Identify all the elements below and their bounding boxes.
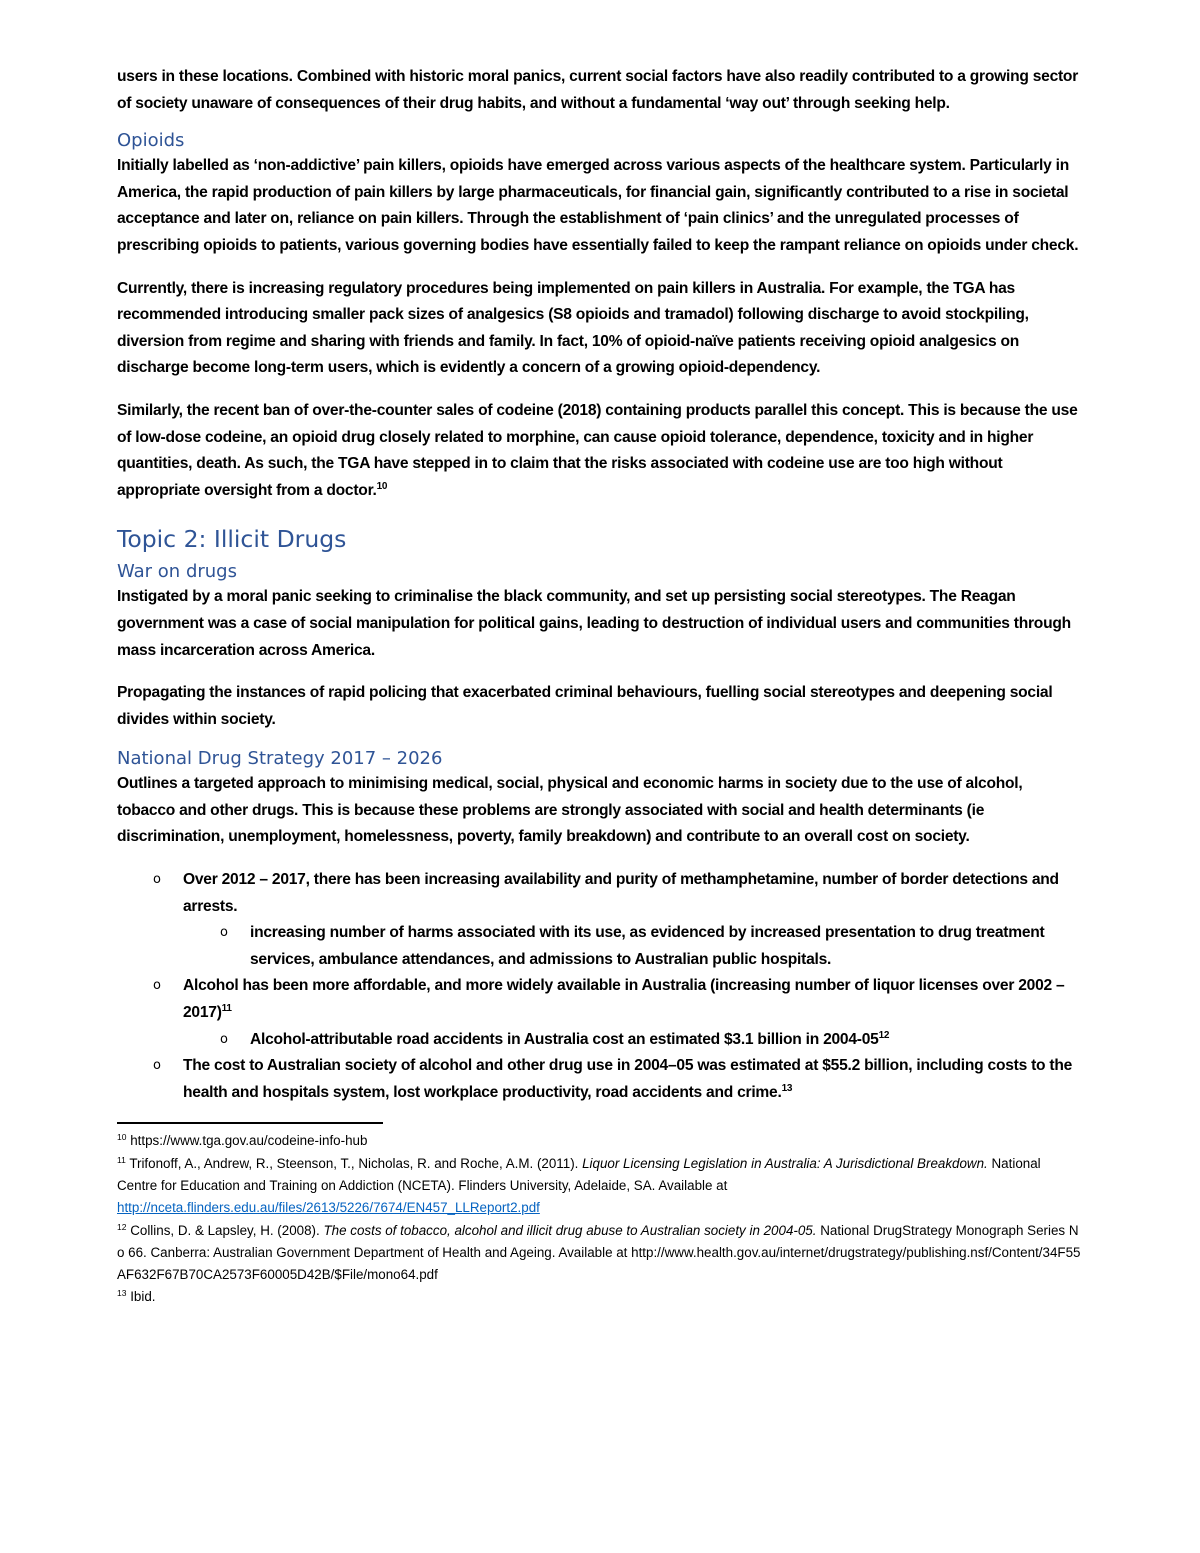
sub-list-item-text: increasing number of harms associated with its use, as evidenced by increased presentation to drug treatment services, ambulance attendances, and admissions to Australian public hospitals.: [250, 924, 1045, 968]
opioids-paragraph-2: Currently, there is increasing regulatory procedures being implemented on pain killers in Australia. For example, the TGA has recommended introducing smaller pack sizes of analgesics (S8 opioids and tramadol) following discharge to avoid stockpiling, diversion from regime and sharing with friends and family. In fact, 10% of opioid-naïve patients receiving opioid analgesics on discharge become long-term users, which is evidently a concern of a growing opioid-dependency.: [117, 279, 1029, 377]
nds-heading: National Drug Strategy 2017 – 2026: [117, 748, 443, 770]
nds-bullet-list: [117, 867, 1083, 1106]
bullet-marker: o: [153, 872, 161, 888]
footnote-10: [117, 1130, 1083, 1152]
list-item: [117, 867, 1083, 973]
list-item-text: The cost to Australian society of alcohol and other drug use in 2004–05 was estimated at $55.2 billion, including costs to the health and hospitals system, lost workplace productivity, road accidents and crime.: [183, 1057, 1073, 1101]
intro-paragraph: users in these locations. Combined with historic moral panics, current social factors have also readily contributed to a growing sector of society unaware of consequences of their drug habits, and without a fundamental ‘way out’ through seeking help.: [117, 68, 1079, 112]
sub-list-item-text: Alcohol-attributable road accidents in Australia cost an estimated $3.1 billion in 2004-05: [250, 1030, 879, 1048]
footnote-13: [117, 1286, 1083, 1308]
opioids-heading: Opioids: [117, 130, 185, 152]
document-page: [117, 64, 1083, 1309]
footnote-text: Ibid.: [130, 1289, 156, 1305]
footnote-ref-10[interactable]: 10: [376, 480, 388, 492]
list-item-text: Alcohol has been more affordable, and more widely available in Australia (increasing number of liquor licenses over 2002 – 2017): [183, 977, 1065, 1022]
opioids-paragraph-1: Initially labelled as ‘non-addictive’ pain killers, opioids have emerged across various aspects of the healthcare system. Particularly in America, the rapid production of pain killers by large pharmaceuticals, for financial gain, significantly contributed to a rise in societal acceptance and later on, reliance on pain killers. Through the establishment of ‘pain clinics’ and the unregulated processes of prescribing opioids to patients, various governing bodies have essentially failed to keep the rampant reliance on opioids under check.: [117, 157, 1079, 254]
war-paragraph-1: Instigated by a moral panic seeking to criminalise the black community, and set up persisting social stereotypes. The Reagan government was a case of social manipulation for political gains, leading to destruction of individual users and communities through mass incarceration across America.: [117, 588, 1071, 659]
footnote-number: 12: [117, 1221, 127, 1232]
war-paragraph-2: Propagating the instances of rapid policing that exacerbated criminal behaviours, fuelling social stereotypes and deepening social divides within society.: [117, 684, 1053, 728]
sub-list-item: [117, 920, 1083, 973]
bullet-marker: o: [153, 1058, 161, 1074]
footnote-title: The costs of tobacco, alcohol and illicit drug abuse to Australian society in 2004-05.: [323, 1222, 817, 1238]
footnote-number: 13: [117, 1288, 127, 1299]
footnote-ref-12[interactable]: 12: [878, 1029, 890, 1041]
footnote-ref-13[interactable]: 13: [781, 1082, 793, 1094]
list-item: [117, 1053, 1083, 1106]
footnote-12: [117, 1220, 1083, 1287]
bullet-marker: o: [153, 978, 161, 994]
footnote-number: 11: [117, 1154, 126, 1165]
footnote-text: National Centre for Education and Training on Addiction (NCETA). Flinders University, Adelaide, SA. Available at: [117, 1155, 1041, 1193]
sub-list: [183, 920, 1083, 973]
footnote-title: Liquor Licensing Legislation in Australia: A Jurisdictional Breakdown.: [582, 1155, 988, 1171]
list-item: [117, 973, 1083, 1053]
sub-list-item: [117, 1027, 1083, 1054]
bullet-marker: o: [220, 925, 228, 941]
sub-list: [183, 1027, 1083, 1054]
footnotes: [117, 1130, 1083, 1308]
opioids-paragraph-3-text: Similarly, the recent ban of over-the-counter sales of codeine (2018) containing products parallel this concept. This is because the use of low-dose codeine, an opioid drug closely related to morphine, can cause opioid tolerance, dependence, toxicity and in higher quantities, death. As such, the TGA have stepped in to claim that the risks associated with codeine use are too high without appropriate oversight from a doctor.: [117, 401, 1078, 499]
nds-paragraph: Outlines a targeted approach to minimising medical, social, physical and economic harms in society due to the use of alcohol, tobacco and other drugs. This is because these problems are strongly associated with social and health determinants (ie discrimination, unemployment, homelessness, poverty, family breakdown) and contribute to an overall cost on society.: [117, 775, 1023, 846]
war-on-drugs-heading: War on drugs: [117, 561, 237, 583]
footnote-11: [117, 1153, 1083, 1220]
bullet-marker: o: [220, 1031, 228, 1047]
footnote-text: https://www.tga.gov.au/codeine-info-hub: [130, 1133, 368, 1149]
footnote-ref-11[interactable]: 11: [221, 1003, 232, 1015]
footnote-author: Collins, D. & Lapsley, H. (2008).: [130, 1222, 320, 1238]
footnote-number: 10: [117, 1132, 127, 1143]
footnote-author: Trifonoff, A., Andrew, R., Steenson, T., Nicholas, R. and Roche, A.M. (2011).: [129, 1155, 579, 1171]
footnote-separator: [117, 1122, 383, 1124]
footnote-link[interactable]: http://nceta.flinders.edu.au/files/2613/5226/7674/EN457_LLReport2.pdf: [117, 1200, 540, 1216]
opioids-paragraph-3: [117, 398, 1083, 504]
footnote-text: National DrugStrategy Monograph Series No 66. Canberra: Australian Government Department of Health and Ageing. Available at http://www.health.gov.au/internet/drugstrategy/publishing.nsf/Content/34F55AF632F67B70CA2573F60005D42B/$File/mono64.pdf: [117, 1222, 1081, 1283]
topic-2-heading: Topic 2: Illicit Drugs: [117, 525, 347, 554]
list-item-text: Over 2012 – 2017, there has been increasing availability and purity of methamphetamine, number of border detections and arrests.: [183, 871, 1059, 915]
